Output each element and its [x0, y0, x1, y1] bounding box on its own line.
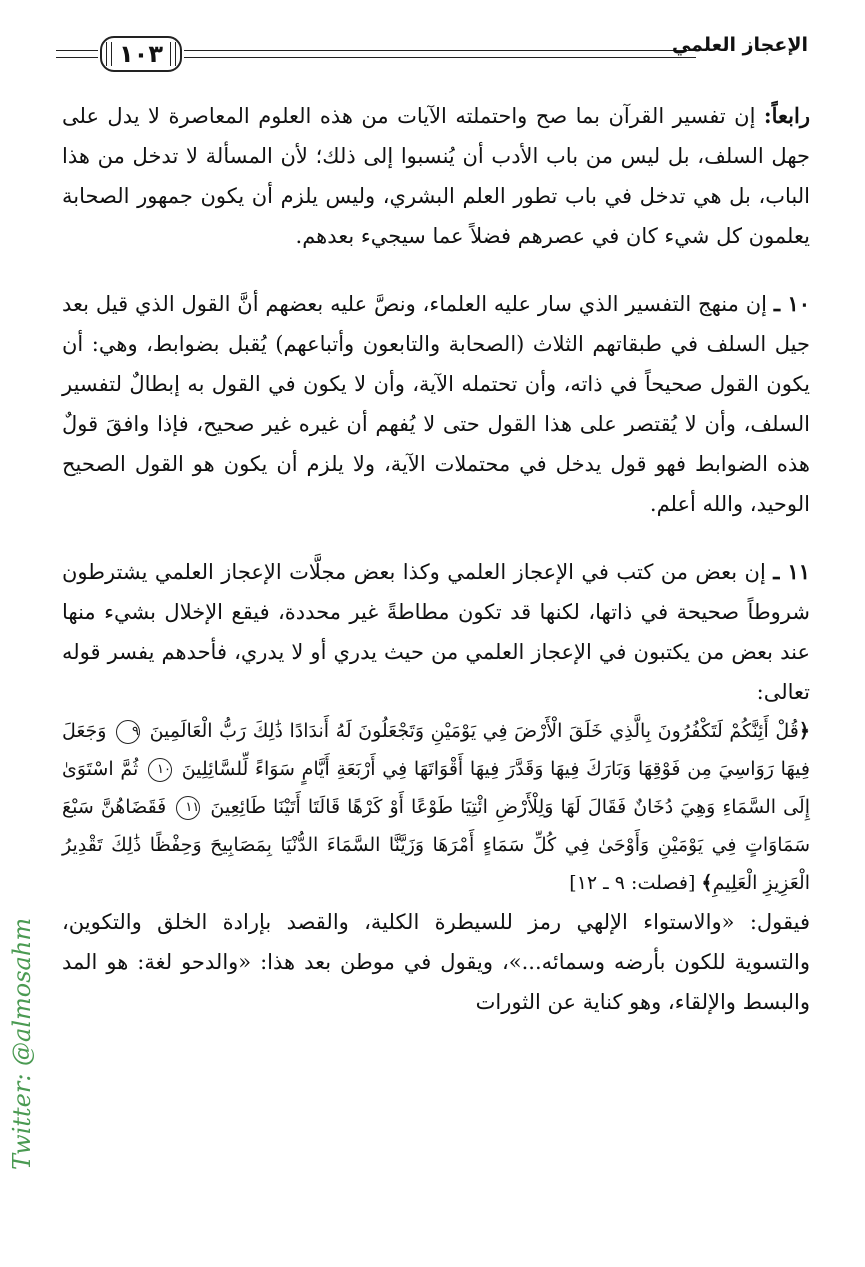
verse-segment: ثُمَّ اسْتَوَىٰ إِلَى السَّمَاءِ وَهِيَ دُخَانٌ فَقَالَ لَهَا وَلِلْأَرْضِ ائْتِيَا طَوْعًا أَوْ كَرْهًا قَالَتَا أَتَيْنَا طَائِعِينَ: [62, 758, 810, 818]
paragraph-fourthly: [62, 96, 810, 256]
paragraph-text-continued: فيقول: «والاستواء الإلهي رمز للسيطرة الكلية، والقصد بإرادة الخلق والتكوين، والتسوية للكون بأرضه وسمائه...»، ويقول في موطن بعد هذا: «والدحو لغة: هو المد والبسط والإلقاء، وهو كناية عن الثورات: [62, 910, 810, 1014]
verse-segment: فَقَضَاهُنَّ سَبْعَ سَمَاوَاتٍ فِي يَوْمَيْنِ وَأَوْحَىٰ فِي كُلِّ سَمَاءٍ أَمْرَهَا وَزَيَّنَّا السَّمَاءَ الدُّنْيَا بِمَصَابِيحَ وَحِفْظًا ذَٰلِكَ تَقْدِيرُ الْعَزِيزِ الْعَلِيمِ: [62, 796, 810, 894]
ayah-number-marker: ١٠: [148, 758, 172, 782]
twitter-watermark: Twitter: @almosahm: [8, 917, 36, 1170]
paragraph-lead: رابعاً:: [763, 103, 810, 128]
page-number: ١٠٣: [100, 36, 182, 72]
paragraph-number: ١١ ـ: [773, 559, 810, 584]
ayah-number-marker: ١١: [176, 796, 200, 820]
page-body: [62, 96, 810, 1022]
quran-verse-block: [62, 712, 810, 902]
page-header: [56, 20, 808, 78]
header-rule-right: [184, 50, 696, 58]
verse-open-bracket: ﴿: [798, 720, 810, 742]
paragraph-text: إن تفسير القرآن بما صح واحتملته الآيات من هذه العلوم المعاصرة لا يدل على جهل السلف، بل ليس من باب الأدب أن يُنسبوا إلى ذلك؛ لأن المسألة لا تدخل من هذا الباب، بل هي تدخل في باب تطور العلم البشري، وليس يلزم أن يكون جمهور الصحابة يعلمون كل شيء كان في عصرهم فضلاً عما سيجيء بعدهم.: [62, 104, 810, 248]
paragraph-10: [62, 284, 810, 524]
verse-segment: وَجَعَلَ فِيهَا رَوَاسِيَ مِن فَوْقِهَا وَبَارَكَ فِيهَا وَقَدَّرَ فِيهَا أَقْوَاتَهَا فِي أَرْبَعَةِ أَيَّامٍ سَوَاءً لِّلسَّائِلِينَ: [62, 720, 811, 780]
header-rule-left: [56, 50, 98, 58]
paragraph-11: [62, 552, 810, 1022]
verse-citation: [فصلت: ٩ ـ ١٢]: [569, 872, 702, 894]
verse-close-bracket: ﴾: [701, 872, 713, 894]
running-title: الإعجاز العلمي: [671, 34, 808, 56]
paragraph-number: ١٠ ـ: [773, 291, 811, 316]
paragraph-text: إن بعض من كتب في الإعجاز العلمي وكذا بعض مجلَّات الإعجاز العلمي يشترطون شروطاً صحيحة في ذاتها، لكنها قد تكون مطاطةً غير محددة، فيقع الإخلال بشيء منها عند بعض من يكتبون في الإعجاز العلمي من حيث يدري أو لا يدري، فأحدهم يفسر قوله تعالى:: [62, 560, 810, 704]
paragraph-text: إن منهج التفسير الذي سار عليه العلماء، ونصَّ عليه بعضهم أنَّ القول الذي قيل بعد جيل السلف في طبقاتهم الثلاث (الصحابة والتابعون وأتباعهم) يُقبل بضوابط، وهي: أن يكون القول صحيحاً في ذاته، وأن تحتمله الآية، وأن لا يكون في القول به إبطالٌ لتفسير السلف، وأن لا يُقتصر على هذا القول حتى لا يُفهم أن غيره غير صحيح، فإذا وافقَ قولٌ هذه الضوابط فهو قول يدخل في محتملات الآية، ولا يلزم أن يكون هو القول الصحيح الوحيد، والله أعلم.: [62, 292, 810, 516]
verse-segment: قُلْ أَئِنَّكُمْ لَتَكْفُرُونَ بِالَّذِي خَلَقَ الْأَرْضَ فِي يَوْمَيْنِ وَتَجْعَلُونَ لَهُ أَندَادًا ذَٰلِكَ رَبُّ الْعَالَمِينَ: [149, 720, 799, 742]
ayah-number-marker: ٩: [116, 720, 140, 744]
